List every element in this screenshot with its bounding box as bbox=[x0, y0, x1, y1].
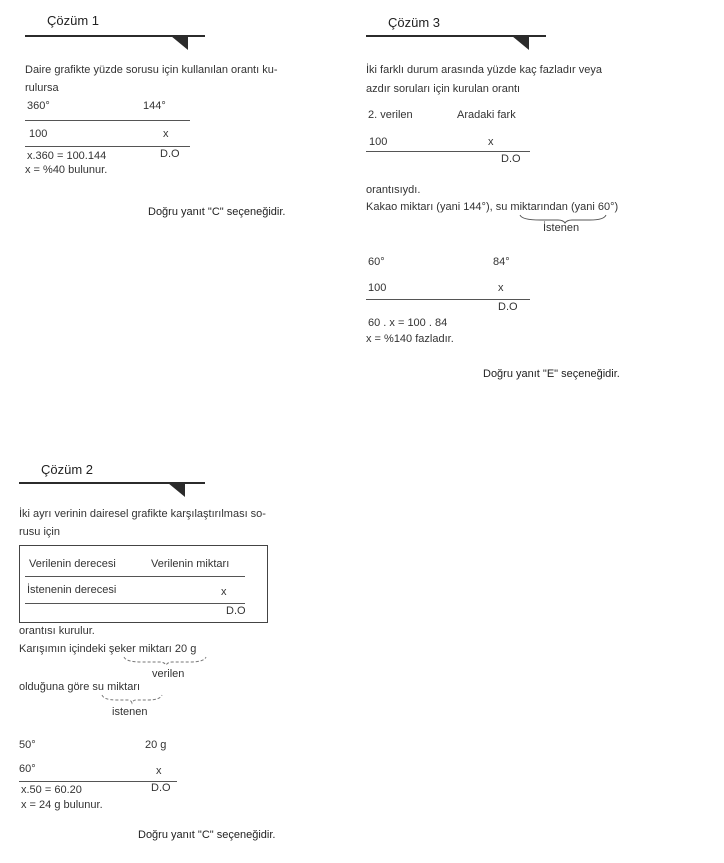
solution-3-h1: 2. verilen bbox=[368, 109, 413, 121]
solution-2-text3-a: olduğuna göre bbox=[19, 681, 90, 693]
solution-2-do: D.O bbox=[151, 782, 171, 794]
solution-2-r2c2: x bbox=[156, 765, 162, 777]
solution-2-underbrace-istenen-icon bbox=[100, 694, 164, 704]
solution-3-text2 bbox=[366, 201, 618, 213]
solution-3-istenen: İstenen bbox=[543, 222, 580, 234]
solution-2-text2 bbox=[19, 643, 196, 655]
solution-3-intro-line2: azdır soruları için kurulan orantı bbox=[366, 83, 521, 95]
solution-3-title: Çözüm 3 bbox=[388, 15, 441, 30]
solution-3-eq2: x = %140 fazladır. bbox=[366, 333, 454, 345]
solution-2-title: Çözüm 2 bbox=[41, 462, 94, 477]
solution-2-r1c2: 20 g bbox=[145, 739, 167, 751]
solution-1-eq1: x.360 = 100.144 bbox=[27, 150, 107, 162]
solution-3-do2: D.O bbox=[498, 301, 518, 313]
solution-1-eq2: x = %40 bulunur. bbox=[25, 164, 108, 176]
solution-2-r2c1: 60° bbox=[19, 763, 36, 775]
solution-2-eq2: x = 24 g bulunur. bbox=[21, 799, 103, 811]
solution-1-rule-2 bbox=[25, 146, 190, 147]
solution-3-r2c2: 84° bbox=[493, 256, 510, 268]
solution-2-text3-b: su miktarı bbox=[92, 681, 141, 693]
solution-3-text2-b: su miktarından bbox=[495, 201, 568, 213]
solution-1-r2c1: 100 bbox=[29, 128, 48, 140]
solution-2-r1c1: 50° bbox=[19, 739, 36, 751]
solution-2-eq1: x.50 = 60.20 bbox=[21, 784, 82, 796]
solution-1-title: Çözüm 1 bbox=[47, 13, 100, 28]
solution-2-istenen: istenen bbox=[112, 706, 148, 718]
solution-3-answer: Doğru yanıt "E" seçeneğidir. bbox=[483, 368, 620, 380]
solution-3-do1: D.O bbox=[501, 153, 521, 165]
solution-2-verilen: verilen bbox=[152, 668, 185, 680]
solution-1-flag-icon bbox=[171, 36, 188, 50]
solution-3-r3c2: x bbox=[498, 282, 504, 294]
solution-3-eq1: 60 . x = 100 . 84 bbox=[368, 317, 448, 329]
solution-3-r3c1: 100 bbox=[368, 282, 387, 294]
solution-1-answer: Doğru yanıt "C" seçeneğidir. bbox=[148, 206, 286, 218]
solution-2-text2-a: Karışımın içindeki bbox=[19, 643, 106, 655]
solution-3-flag-icon bbox=[512, 36, 529, 50]
solution-2-text1: orantısı kurulur. bbox=[19, 625, 95, 637]
solution-3-text2-a: Kakao miktarı (yani 144°), bbox=[366, 201, 493, 213]
solution-1-do: D.O bbox=[160, 148, 180, 160]
solution-2-box-rule-2 bbox=[25, 603, 245, 604]
solution-2-box-rule-1 bbox=[25, 576, 245, 577]
solution-2-box-r2c2: x bbox=[221, 586, 227, 598]
solution-1-intro-line2: rulursa bbox=[25, 82, 59, 94]
solution-2-box-r2c1: İstenenin derecesi bbox=[27, 584, 117, 596]
solution-2-flag-icon bbox=[168, 483, 185, 497]
solution-2-answer: Doğru yanıt "C" seçeneğidir. bbox=[138, 829, 276, 841]
solution-1-rule-1 bbox=[25, 120, 190, 121]
solution-1-intro-line1: Daire grafikte yüzde sorusu için kullanılan orantı ku- bbox=[25, 64, 278, 76]
solution-2-text2-b: şeker miktarı bbox=[108, 643, 172, 655]
solution-3-r1c1: 100 bbox=[369, 136, 388, 148]
solution-2-intro-line2: rusu için bbox=[19, 526, 60, 538]
solution-2-text3 bbox=[19, 681, 140, 693]
solution-1-r2c2: x bbox=[163, 128, 169, 140]
solution-3-rule-2 bbox=[366, 299, 530, 300]
solution-3-intro-line1: İki farklı durum arasında yüzde kaç fazladır veya bbox=[366, 64, 602, 76]
solution-3-h2: Aradaki fark bbox=[457, 109, 516, 121]
solution-2-intro-line1: İki ayrı verinin dairesel grafikte karşılaştırılması so- bbox=[19, 508, 266, 520]
solution-3-r2c1: 60° bbox=[368, 256, 385, 268]
solution-2-box-r1c1: Verilenin derecesi bbox=[29, 558, 116, 570]
solution-1-r1c2: 144° bbox=[143, 100, 166, 112]
solution-3-r1c2: x bbox=[488, 136, 494, 148]
solution-2-box-r1c2: Verilenin miktarı bbox=[151, 558, 230, 570]
solution-1-r1c1: 360° bbox=[27, 100, 50, 112]
solution-3-text2-c: (yani 60°) bbox=[570, 201, 619, 213]
solution-3-rule-1 bbox=[366, 151, 530, 152]
solution-2-box-do: D.O bbox=[226, 605, 246, 617]
solution-2-underbrace-verilen-icon bbox=[122, 656, 208, 666]
solution-2-text2-c: 20 g bbox=[174, 643, 197, 655]
solution-3-text1: orantısıydı. bbox=[366, 184, 421, 196]
